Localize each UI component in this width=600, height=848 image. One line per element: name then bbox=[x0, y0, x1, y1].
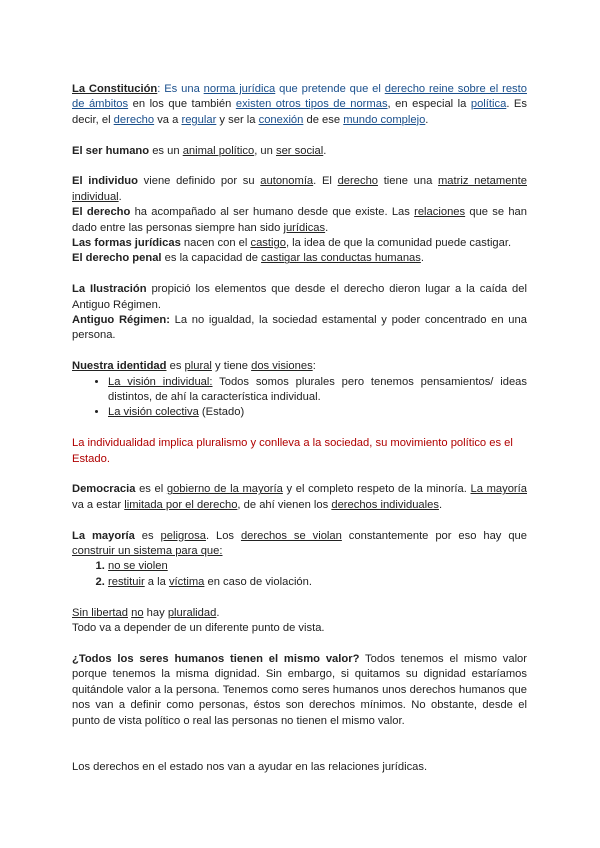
paragraph-individuo: El individuo viene definido por su autonomía. El derecho tiene una matriz netamente individual. bbox=[72, 175, 527, 203]
list-item: • La visión colectiva (Estado) bbox=[108, 405, 527, 420]
paragraph-final: Los derechos en el estado nos van a ayudar en las relaciones jurídicas. bbox=[72, 760, 428, 773]
term-democracia: Democracia bbox=[72, 483, 136, 496]
link-politica: política bbox=[470, 98, 507, 111]
document-page bbox=[72, 82, 527, 775]
paragraph-valor: ¿Todos los seres humanos tienen el mismo valor? Todos tenemos el mismo valor porque tenemos la misma dignidad. Sin embargo, si quitamos su dignidad estaríamos quitándole valor a la persona. Tenemos como seres humanos unos derechos humanos que nos van a definir como personas, éstos son derechos mínimos. No obstante, desde el punto de vista político o real las personas no tienen el mismo valor. bbox=[72, 652, 528, 727]
term-derecho: El derecho bbox=[72, 206, 131, 219]
term-individuo: El individuo bbox=[72, 175, 138, 188]
link-derecho: derecho bbox=[113, 113, 155, 126]
identidad-list bbox=[72, 375, 527, 421]
paragraph-democracia: Democracia es el gobierno de la mayoría y el completo respeto de la minoría. La mayoría va a estar limitada por el derecho, de ahí vienen los derechos individuales. bbox=[72, 483, 527, 511]
term-identidad: Nuestra identidad bbox=[72, 360, 167, 373]
list-item: 2. restituir a la víctima en caso de violación. bbox=[108, 575, 527, 590]
link-norma-juridica: norma jurídica bbox=[203, 83, 276, 95]
paragraph-individualidad: La individualidad implica pluralismo y conlleva a la sociedad, su movimiento político es el Estado. bbox=[72, 437, 513, 465]
paragraph-penal: El derecho penal es la capacidad de castigar las conductas humanas. bbox=[72, 252, 424, 265]
mayoria-list bbox=[72, 559, 527, 590]
term-ilustracion: La Ilustración bbox=[72, 283, 147, 296]
paragraph-constitucion: La Constitución: Es una norma jurídica que pretende que el derecho reine sobre el resto de ámbitos en los que también existen otros tipos de normas, en especial la política. Es decir, el derecho va a regular y ser la conexión de ese mundo complejo. bbox=[72, 83, 527, 126]
paragraph-derecho: El derecho ha acompañado al ser humano desde que existe. Las relaciones que se han dado entre las personas siempre han sido jurídicas. bbox=[72, 206, 527, 234]
paragraph-punto-de-vista: Todo va a depender de un diferente punto de vista. bbox=[72, 622, 325, 635]
link-otros-tipos: existen otros tipos de normas bbox=[235, 98, 388, 111]
list-item: • La visión individual: Todos somos plurales pero tenemos pensamientos/ ideas distintos, de ahí la característica individual. bbox=[108, 375, 527, 406]
link-mundo-complejo: mundo complejo bbox=[343, 113, 426, 126]
link-derecho-reine: derecho reine sobre el resto de ámbitos bbox=[72, 83, 527, 111]
paragraph-formas: Las formas jurídicas nacen con el castigo, la idea de que la comunidad puede castigar. bbox=[72, 237, 512, 250]
paragraph-identidad: Nuestra identidad es plural y tiene dos visiones: bbox=[72, 360, 316, 373]
paragraph-ilustracion: La Ilustración propició los elementos que desde el derecho dieron lugar a la caída del Antiguo Régimen. bbox=[72, 283, 527, 311]
paragraph-antiguo-regimen: Antiguo Régimen: La no igualdad, la sociedad estamental y poder concentrado en una persona. bbox=[72, 314, 527, 342]
term-mayoria: La mayoría bbox=[72, 529, 135, 542]
term-formas: Las formas jurídicas bbox=[72, 237, 181, 250]
paragraph-ser-humano: El ser humano es un animal político, un ser social. bbox=[72, 144, 327, 157]
link-regular: regular bbox=[181, 113, 217, 126]
list-item: 1. no se violen bbox=[108, 559, 527, 574]
term-antiguo-regimen: Antiguo Régimen: bbox=[72, 314, 170, 327]
term-valor-question: ¿Todos los seres humanos tienen el mismo valor? bbox=[72, 652, 360, 665]
term-ser-humano: El ser humano bbox=[72, 144, 150, 157]
paragraph-libertad: Sin libertad no hay pluralidad. bbox=[72, 606, 220, 619]
link-conexion: conexión bbox=[258, 113, 304, 126]
term-penal: El derecho penal bbox=[72, 252, 162, 265]
term-constitucion: La Constitución bbox=[72, 83, 158, 95]
paragraph-mayoria: La mayoría es peligrosa. Los derechos se violan constantemente por eso hay que construir un sistema para que: bbox=[72, 529, 527, 558]
